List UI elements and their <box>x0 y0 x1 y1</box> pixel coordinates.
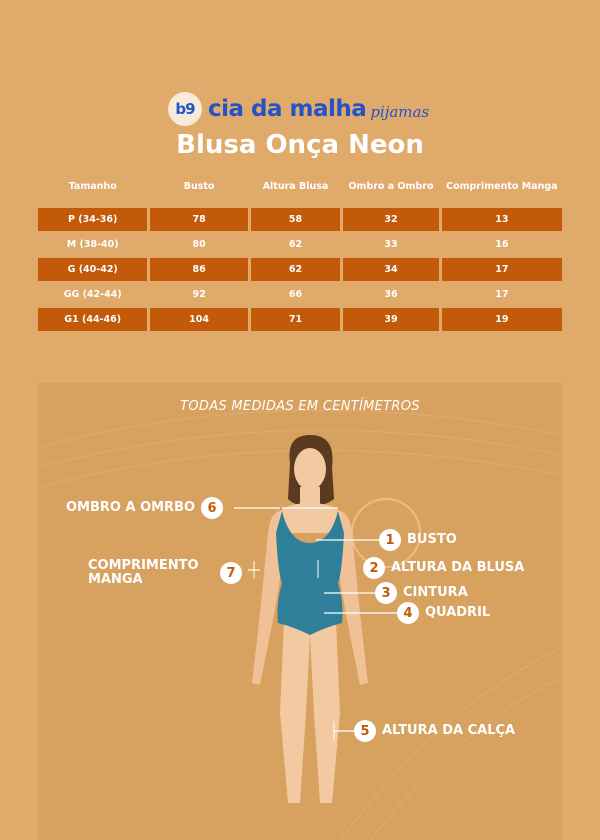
marker-quadril <box>397 602 490 624</box>
right-leg-shape <box>310 621 340 803</box>
table-row <box>38 308 562 331</box>
marker-badge: 3 <box>375 582 397 604</box>
table-row <box>38 258 562 281</box>
cell-busto: 104 <box>150 308 247 331</box>
guide-caption: TODAS MEDIDAS EM CENTÍMETROS <box>180 399 420 414</box>
table-row <box>38 208 562 231</box>
header-busto: Busto <box>183 180 215 192</box>
size-table <box>38 172 562 333</box>
cell-size: P (34-36) <box>38 208 147 231</box>
marker-busto <box>379 529 457 551</box>
marker-badge: 7 <box>220 562 242 584</box>
marker-label: ALTURA DA CALÇA <box>382 723 516 738</box>
cell-manga: 13 <box>442 208 562 231</box>
marker-badge: 5 <box>354 720 376 742</box>
header-altura-blusa: Altura Blusa <box>262 180 329 192</box>
table-header-row <box>38 172 562 200</box>
page-title: Blusa Onça Neon <box>176 130 424 160</box>
marker-altura-calca <box>354 720 515 742</box>
brand-subtitle: pijamas <box>370 103 430 121</box>
cell-altura: 71 <box>251 308 340 331</box>
cell-busto: 80 <box>192 239 206 250</box>
marker-label: COMPRIMENTO MANGA <box>88 558 199 587</box>
cell-ombro: 36 <box>384 289 398 300</box>
cell-size: G1 (44-46) <box>38 308 147 331</box>
header-comprimento-manga: Comprimento Manga <box>446 180 558 192</box>
marker-label: ALTURA DA BLUSA <box>391 560 525 575</box>
cell-ombro: 32 <box>343 208 438 231</box>
cell-manga: 17 <box>442 258 562 281</box>
cell-size: M (38-40) <box>66 239 119 250</box>
marker-cintura <box>375 582 468 604</box>
marker-badge: 1 <box>379 529 401 551</box>
cell-busto: 78 <box>150 208 247 231</box>
marker-comprimento-manga <box>88 559 242 587</box>
table-row <box>38 233 562 256</box>
marker-badge: 4 <box>397 602 419 624</box>
brand-name: cia da malha <box>208 96 367 122</box>
marker-badge: 6 <box>201 497 223 519</box>
cell-manga: 19 <box>442 308 562 331</box>
face-shape <box>294 448 326 490</box>
measurement-guide-panel <box>38 383 562 840</box>
marker-label: QUADRIL <box>425 605 491 620</box>
brand-logo-group <box>168 92 429 126</box>
marker-badge: 2 <box>363 557 385 579</box>
cell-size: G (40-42) <box>38 258 147 281</box>
cell-ombro: 33 <box>384 239 398 250</box>
brand-logo-icon: b9 <box>168 92 202 126</box>
cell-altura: 58 <box>251 208 340 231</box>
table-row <box>38 283 562 306</box>
marker-ombro <box>66 497 223 519</box>
marker-label: OMBRO A OMRBO <box>66 500 196 515</box>
cell-altura: 66 <box>288 289 303 300</box>
cell-size: GG (42-44) <box>63 289 122 300</box>
cell-busto: 92 <box>192 289 206 300</box>
left-leg-shape <box>280 621 310 803</box>
cell-altura: 62 <box>251 258 340 281</box>
marker-altura-blusa <box>363 557 524 579</box>
cell-altura: 62 <box>288 239 303 250</box>
cell-ombro: 39 <box>343 308 438 331</box>
header-tamanho: Tamanho <box>68 180 117 192</box>
header-ombro: Ombro a Ombro <box>348 180 434 192</box>
cell-ombro: 34 <box>343 258 438 281</box>
marker-label: CINTURA <box>403 585 468 600</box>
marker-label: BUSTO <box>407 532 457 547</box>
cell-busto: 86 <box>150 258 247 281</box>
cell-manga: 16 <box>495 239 509 250</box>
cell-manga: 17 <box>495 289 509 300</box>
